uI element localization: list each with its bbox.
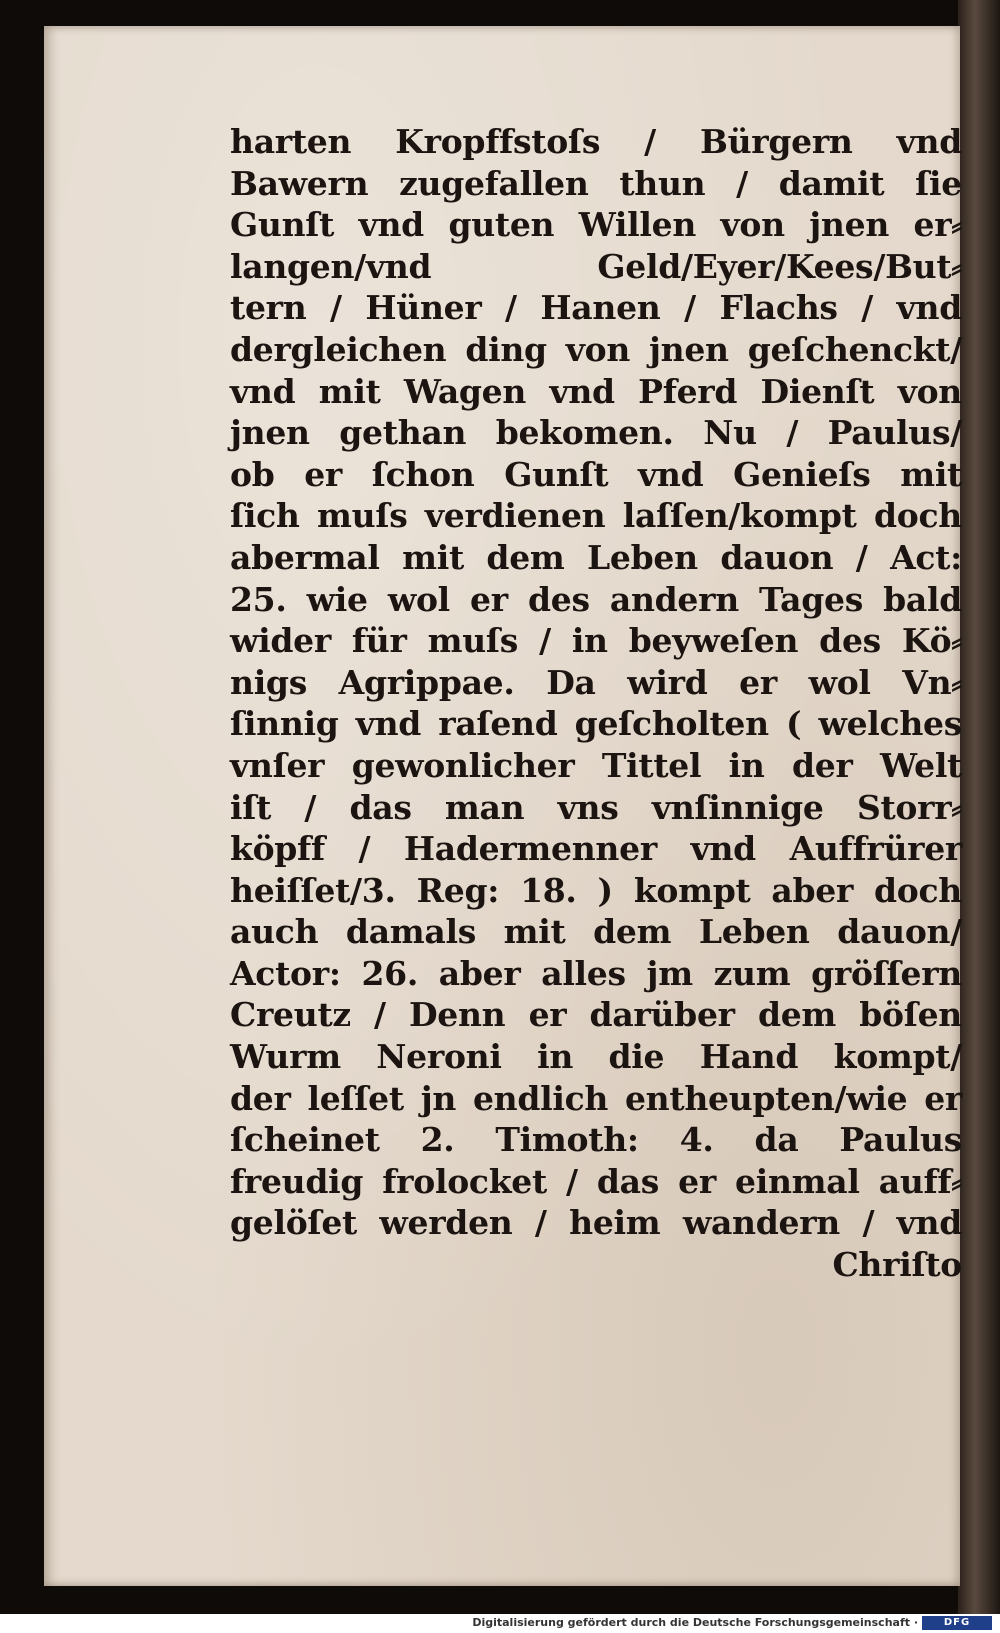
text-line: gelöſet werden / heim wandern / vnd — [230, 1203, 962, 1243]
text-line: ob er ſchon Gunſt vnd Genieſs mit — [230, 454, 962, 494]
book-edge — [958, 0, 1000, 1614]
text-line: heiſſet/3. Reg: 18. ) kompt aber doch — [230, 870, 962, 910]
text-line: köpff / Hadermenner vnd Auffrürer — [230, 829, 962, 869]
footer-bar — [0, 1614, 1000, 1633]
text-line: ſcheinet 2. Timoth: 4. da Paulus — [230, 1120, 962, 1160]
text-line: Bawern zugefallen thun / damit ſie — [230, 163, 962, 203]
text-line: harten Kropffstoſs / Bürgern vnd — [230, 122, 962, 161]
text-line: auch damals mit dem Leben dauon/ — [230, 912, 962, 952]
text-line: Wurm Neroni in die Hand kompt/ — [230, 1037, 962, 1077]
text-line: Actor: 26. aber alles jm zum gröſſern — [230, 953, 962, 993]
text-line: freudig frolocket / das er einmal auff⸗ — [230, 1161, 962, 1201]
text-line: 25. wie wol er des andern Tages bald — [230, 579, 962, 619]
footer-credit: Digitalisierung gefördert durch die Deutsche Forschungsgemeinschaft · — [472, 1616, 918, 1629]
dfg-logo: DFG — [922, 1616, 992, 1630]
text-line: Creutz / Denn er darüber dem böſen — [230, 995, 962, 1035]
text-line: tern / Hüner / Hanen / Flachs / vnd — [230, 288, 962, 328]
page-text — [230, 121, 962, 1286]
text-line: langen/vnd Geld/Eyer/Kees/But⸗ — [230, 246, 962, 286]
text-line: ſinnig vnd raſend geſcholten ( welches — [230, 704, 962, 744]
text-line: vnd mit Wagen vnd Pferd Dienſt von — [230, 371, 962, 411]
text-line: der leſſet jn endlich entheupten/wie er — [230, 1078, 962, 1118]
text-line: jnen gethan bekomen. Nu / Paulus/ — [230, 413, 962, 453]
text-line: iſt / das man vns vnſinnige Storr⸗ — [230, 787, 962, 827]
text-line: dergleichen ding von jnen geſchenckt/ — [230, 329, 962, 369]
book-page — [44, 26, 960, 1586]
text-line: ſich muſs verdienen laſſen/kompt doch — [230, 496, 962, 536]
text-line: nigs Agrippae. Da wird er wol Vn⸗ — [230, 662, 962, 702]
text-line: Gunſt vnd guten Willen von jnen er⸗ — [230, 205, 962, 245]
text-line: wider für muſs / in beyweſen des Kö⸗ — [230, 621, 962, 661]
text-line: Chriſto — [832, 1245, 962, 1285]
text-line: abermal mit dem Leben dauon / Act: — [230, 537, 962, 577]
text-line: vnſer gewonlicher Tittel in der Welt — [230, 745, 962, 785]
